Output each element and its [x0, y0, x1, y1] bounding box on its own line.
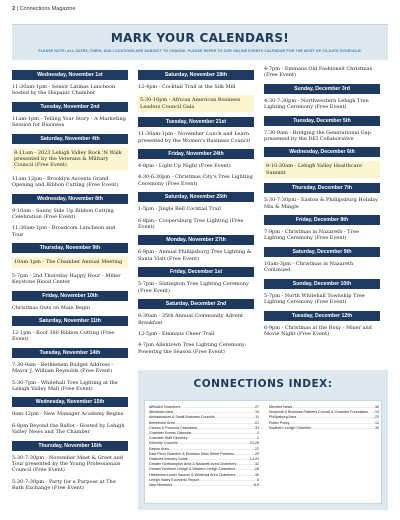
- index-entry: [269, 426, 379, 431]
- day-header: Tuesday, November 2nd: [12, 102, 128, 112]
- index-title: CONNECTIONS INDEX:: [193, 378, 333, 390]
- index-entry-name: Affiliated Chambers: [149, 405, 181, 409]
- index-entry-page: 28: [255, 467, 259, 472]
- day-header: Sunday, December 3rd: [264, 84, 380, 94]
- index-entry-page: 33: [255, 425, 259, 430]
- day-header: Thursday, November 9th: [12, 243, 128, 253]
- index-leader-dots: [311, 426, 375, 431]
- day-header: Friday, November 24th: [138, 149, 254, 159]
- day-header: Friday, December 1st: [138, 267, 254, 277]
- event-item: 7:30-9am - Bridging the Generational Gap presented by the DEI Collaborative: [264, 129, 371, 143]
- index-entry-page: 22: [255, 446, 259, 451]
- index-entry-page: 30: [375, 425, 379, 430]
- index-entry-page: 6: [257, 477, 259, 482]
- event-item: 1-5pm - Jingle Bell Cocktail Trail: [138, 206, 221, 213]
- index-entry-name: New Members: [149, 483, 173, 488]
- index-entry-name: East Penn Chamber & Emmaus Main Street Partners: [149, 451, 234, 456]
- index-entry-name: Chamber Staff Directory: [149, 436, 188, 441]
- event-item: 5-7pm - North Whitehall Township Tree Lighting Ceremony (Free Event): [264, 292, 365, 306]
- day-header: Wednesday, November 8th: [12, 194, 128, 204]
- event-item: 5-7pm - Slatington Tree Lighting Ceremony (Free Event): [138, 281, 249, 294]
- page-number: 2: [12, 6, 16, 12]
- index-entry: [149, 483, 259, 488]
- event-item: 6-8pm Beyond the Ballot - Hosted by Lehigh Valley News and The Chamber: [12, 422, 125, 436]
- index-entry-page: 12: [375, 420, 379, 425]
- index-entry-page: 1: [257, 436, 259, 441]
- day-header: Thursday, November 16th: [12, 441, 128, 451]
- index-entry-page: 24-26: [249, 441, 259, 446]
- event-item: 11:30am-1pm - Broadcom Luncheon and Tour: [12, 225, 116, 238]
- day-header: Saturday, December 9th: [264, 247, 380, 257]
- day-header: Saturday, November 4th: [12, 134, 128, 144]
- page-header: [12, 6, 76, 12]
- event-item: 4-7pm - Emmaus Old Fashioned Christmas (Free Event): [264, 66, 373, 79]
- index-entry-name: Featured Industry Guide: [149, 457, 188, 462]
- index-entry-name: Chamber Events Calendar: [149, 431, 192, 436]
- banner-title: MARK YOUR CALENDARS!: [110, 31, 290, 45]
- event-item: 10am-1pm - The Chamber Annual Meeting: [12, 257, 128, 267]
- event-item: 11:30am-1pm - November Lunch and Learn presented by the Women's Business Council: [138, 131, 250, 144]
- index-leader-dots: [172, 483, 254, 488]
- index-entry-page: 2: [257, 431, 259, 436]
- index-entry-name: Ambassadors & Small Business Councils: [149, 415, 215, 420]
- event-item: 6-9pm - Christmas at the Roxy - Mixer and Movie Night (Free Event): [264, 324, 372, 337]
- index-entry-name: Carbon & Poconos Chambers: [149, 425, 197, 430]
- event-item: 12-5pm - Emmaus Cheer Trail: [138, 330, 215, 337]
- banner-note: PLEASE NOTE: ALL DATES, TIMES, AND LOCATIONS ARE SUBJECT TO CHANGE. PLEASE REFER TO OUR ONLINE EVENTS CALENDAR FOR THE MOST UP-TO-DATE SCHEDULE!: [38, 49, 362, 53]
- event-item: 5:30-7pm - Whitehall Tree Lighting at the Lehigh Valley Mall (Free Event): [12, 379, 118, 392]
- day-header: Wednesday, November 1st: [12, 70, 128, 80]
- index-entry-name: Public Policy: [269, 420, 290, 425]
- events-column-1: [12, 66, 128, 497]
- index-entry-name: Lehigh Valley Economic Report: [149, 477, 199, 482]
- event-item: 9-10am - Sunny Side Up Ribbon Cutting Celebration (Free Event): [12, 207, 114, 221]
- day-header: Saturday, November 25th: [138, 192, 254, 202]
- event-item: 6-9pm - Annual Phillipsburg Tree Lighting & Santa Visit (Free Event): [138, 249, 252, 262]
- index-entry-page: 21: [255, 420, 259, 425]
- index-entry-name: Southern Lehigh Chamber: [269, 425, 312, 430]
- index-entry-name: Diversity Councils: [149, 441, 178, 446]
- event-item: 7:30-9am - Bethlehem Budget Address - Mayor J. William Reynolds (Free Event): [12, 361, 114, 375]
- index-entry-page: 14-20: [249, 457, 259, 462]
- header-separator: |: [16, 6, 20, 12]
- day-header: Saturday, November 18th: [138, 70, 254, 80]
- index-entry-page: 11: [255, 415, 259, 420]
- index-entry-name: Greater Northampton Area & Nazareth Area Chambers: [149, 462, 237, 467]
- event-item: 11am-1pm - Telling Your Story - A Marketing Session for Business: [12, 115, 126, 129]
- day-header: Friday, December 8th: [264, 215, 380, 225]
- event-item: 4:30-7:30pm - Northwestern Lehigh Tree Lighting Ceremony (Free Event): [264, 97, 369, 111]
- day-header: Tuesday, December 12th: [264, 311, 380, 321]
- index-entry-page: 23: [375, 415, 379, 420]
- event-item: 5:30-10pm - African American Business Leaders Council Gala: [138, 95, 254, 112]
- event-item: 12-1pm - Roof 360 Ribbon Cutting (Free Event): [12, 329, 115, 343]
- event-item: 10am-3pm - Christmas in Nazareth Continued: [264, 260, 354, 274]
- index-entry-name: Greater Northern Lehigh & Western Lehigh Chambers: [149, 467, 236, 472]
- event-item: 8-10:30am - Lehigh Valley Healthcare Summit: [264, 161, 380, 178]
- index-entry-page: 29: [255, 451, 259, 456]
- event-item: 8:30am - 35th Annual Community Advent Breakfast: [138, 313, 244, 326]
- day-header: Friday, November 10th: [12, 291, 128, 301]
- index-entry-page: 36: [375, 405, 379, 409]
- index-entry-page: 8-9: [253, 483, 259, 488]
- events-column-2: [138, 66, 254, 360]
- event-item: 11:30am-1pm - Senior Latinas Luncheon hosted by the Hispanic Chamber: [12, 84, 116, 97]
- index-column-left: [149, 405, 259, 488]
- event-item: 11am-12pm - Brooklyn Ascents Grand Opening and Ribbon Cutting (Free Event): [12, 175, 119, 189]
- day-header: Tuesday, November 21st: [138, 117, 254, 127]
- index-entry-page: 13: [375, 410, 379, 415]
- index-box: [144, 400, 382, 504]
- event-item: 7-9pm - Christmas in Nazareth - Tree Lighting Ceremony (Free Event): [264, 229, 359, 242]
- day-header: Saturday, December 2nd: [138, 299, 254, 309]
- event-item: 4-7pm Allentown Tree Lighting Ceremony: Powering the Season (Free Event): [138, 342, 247, 355]
- event-item: 5:30-7:30pm - November Meet & Greet and Tour presented by the Young Professionals Council (Free Event): [12, 454, 123, 474]
- index-entry-page: 30: [255, 472, 259, 477]
- event-item: 4:30-6:30pm - Christmas City's Tree Lighting Ceremony (Free Event): [138, 174, 253, 187]
- index-entry-name: Allentown Area: [149, 410, 173, 415]
- day-header: Wednesday, November 15th: [12, 397, 128, 407]
- event-item: Christmas Outs on Main Begin: [12, 304, 90, 311]
- magazine-name: Connections Magazine: [19, 6, 76, 12]
- calendar-banner: [12, 24, 388, 60]
- event-item: 9am-12pm - New Manager Academy Begins: [12, 411, 124, 418]
- index-entry-name: Member News: [269, 405, 293, 409]
- event-item: 5:30-7:30pm - Easton & Phillipsburg Holiday Mix & Mingle: [264, 197, 378, 210]
- day-header: Tuesday, December 5th: [264, 116, 380, 126]
- index-entry-name: Nonprofit & Business Partners Council & Chamber Foundation: [269, 410, 369, 415]
- event-item: 4-8pm - Light Up Night (Free Event): [138, 163, 231, 170]
- event-item: 5-7pm - 2nd Thursday Happy Hour - Miller Keystone Blood Center: [12, 272, 121, 286]
- day-header: Sunday, December 10th: [264, 279, 380, 289]
- index-entry-name: Bethlehem Area: [149, 420, 175, 425]
- event-item: 8-11am - 2023 Lehigh Valley Rock 'N Walk presented by the Veterans & Military Council (Free Event): [12, 148, 128, 171]
- event-item: 6-8pm - Coopersburg Tree Lighting (Free Event): [138, 217, 244, 231]
- connections-index: [138, 370, 388, 510]
- day-header: Saturday, November 11th: [12, 316, 128, 326]
- event-item: 12-4pm - Cocktail Trail at the Silk Mill: [138, 84, 236, 90]
- events-column-3: [264, 66, 380, 342]
- index-entry-page: 10: [255, 410, 259, 415]
- index-entry-name: Hellertown-Lower Saucon & Whitehall Area Chambers: [149, 472, 236, 477]
- index-entry-page: 32: [255, 462, 259, 467]
- index-entry-name: Easton Area: [149, 446, 169, 451]
- day-header: Thursday, December 7th: [264, 183, 380, 193]
- day-header: Wednesday, December 6th: [264, 147, 380, 157]
- day-header: Tuesday, November 14th: [12, 348, 128, 358]
- day-header: Monday, November 27th: [138, 235, 254, 245]
- index-entry-name: Phillipsburg Area: [269, 415, 296, 420]
- index-entry-page: 27: [255, 405, 259, 409]
- index-column-right: [269, 405, 379, 431]
- event-item: 5:30-7:30pm - Party for a Purpose at The Bath Exchange (Free Event): [12, 478, 116, 492]
